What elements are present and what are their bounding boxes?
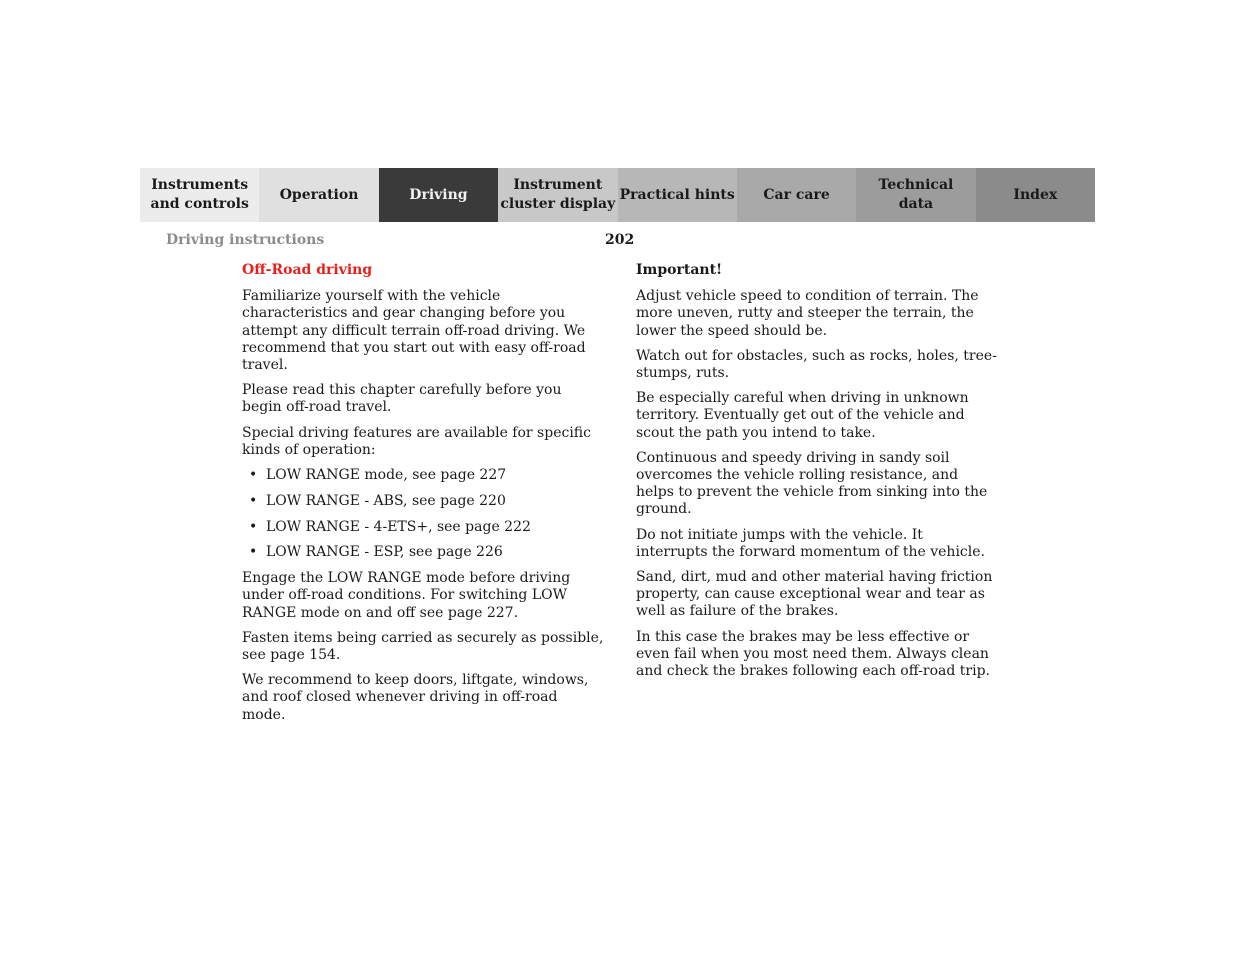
section-title: Driving instructions bbox=[166, 232, 325, 248]
paragraph: Be especially careful when driving in unknown territory. Eventually get out of the vehicle and scout the path you intend to take. bbox=[636, 390, 969, 441]
paragraph: Sand, dirt, mud and other material having friction property, can cause exceptional wear and tear as well as failure of the brakes. bbox=[636, 569, 993, 620]
section-heading: Off-Road driving bbox=[242, 262, 373, 278]
tab-practical-hints[interactable]: Practical hints bbox=[618, 168, 737, 222]
list-item-text: LOW RANGE mode, see page 227 bbox=[266, 467, 507, 484]
paragraph: Adjust vehicle speed to condition of terrain. The more uneven, rutty and steeper the terrain, the lower the speed should be. bbox=[636, 288, 979, 339]
tab-driving[interactable]: Driving bbox=[379, 168, 498, 222]
tab-technical-data[interactable]: Technical data bbox=[856, 168, 975, 222]
list-item-text: LOW RANGE - ESP, see page 226 bbox=[266, 544, 503, 561]
list-item bbox=[242, 493, 604, 510]
paragraph: Fasten items being carried as securely as possible, see page 154. bbox=[242, 629, 604, 664]
tab-car-care[interactable]: Car care bbox=[737, 168, 856, 222]
paragraph: Special driving features are available for specific kinds of operation: bbox=[242, 424, 591, 458]
list-item-text: LOW RANGE - ABS, see page 220 bbox=[266, 492, 506, 509]
right-column bbox=[636, 262, 998, 688]
chapter-tab-bar bbox=[140, 168, 1095, 222]
bullet-icon: • bbox=[249, 492, 258, 509]
paragraph: Continuous and speedy driving in sandy soil overcomes the vehicle rolling resistance, and helps to prevent the vehicle from sinking into the ground. bbox=[636, 449, 988, 518]
paragraph: Watch out for obstacles, such as rocks, holes, tree-stumps, ruts. bbox=[636, 347, 997, 382]
paragraph: We recommend to keep doors, liftgate, windows, and roof closed whenever driving in off-road mode. bbox=[242, 672, 589, 723]
tab-instrument-cluster-display[interactable]: Instrument cluster display bbox=[498, 168, 617, 222]
bullet-icon: • bbox=[249, 544, 258, 561]
list-item bbox=[242, 544, 604, 561]
list-item-text: LOW RANGE - 4-ETS+, see page 222 bbox=[266, 518, 531, 535]
paragraph: Familiarize yourself with the vehicle characteristics and gear changing before you attempt any difficult terrain off-road driving. We recommend that you start out with easy off-road travel. bbox=[242, 288, 586, 374]
tab-index[interactable]: Index bbox=[976, 168, 1095, 222]
left-column bbox=[242, 262, 604, 732]
tab-instruments-and-controls[interactable]: Instruments and controls bbox=[140, 168, 259, 222]
paragraph: Do not initiate jumps with the vehicle. It interrupts the forward momentum of the vehicle. bbox=[636, 526, 985, 560]
bullet-icon: • bbox=[249, 467, 258, 484]
bullet-icon: • bbox=[249, 518, 258, 535]
tab-operation[interactable]: Operation bbox=[259, 168, 378, 222]
page-number: 202 bbox=[605, 232, 635, 248]
paragraph: Please read this chapter carefully before you begin off-road travel. bbox=[242, 382, 562, 416]
paragraph: In this case the brakes may be less effective or even fail when you most need them. Always clean and check the brakes following each off-road trip. bbox=[636, 628, 990, 680]
paragraph: Engage the LOW RANGE mode before driving under off-road conditions. For switching LOW RANGE mode on and off see page 227. bbox=[242, 570, 571, 621]
list-item bbox=[242, 519, 604, 536]
list-item bbox=[242, 467, 604, 484]
feature-list bbox=[242, 467, 604, 562]
important-heading: Important! bbox=[636, 262, 723, 278]
